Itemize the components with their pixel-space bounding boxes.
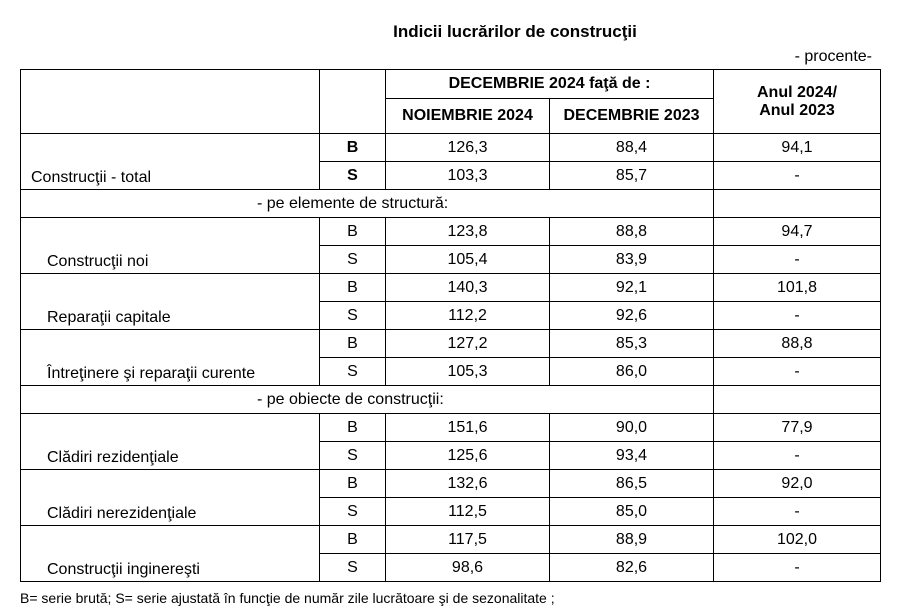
row-label-reparatii-capitale: Reparaţii capitale <box>21 274 320 330</box>
value-cell: 88,9 <box>550 526 714 554</box>
series-cell: B <box>320 526 386 554</box>
row-label-cladiri-rezidentiale: Clădiri rezidenţiale <box>21 414 320 470</box>
series-cell: S <box>320 554 386 582</box>
value-cell: 85,7 <box>550 162 714 190</box>
value-cell: 92,0 <box>714 470 881 498</box>
value-cell: 77,9 <box>714 414 881 442</box>
header-blank-series <box>320 70 386 134</box>
row-label-constructii-ingineresti: Construcţii inginereşti <box>21 526 320 582</box>
row-label-cladiri-nerezidentiale: Clădiri nerezidenţiale <box>21 470 320 526</box>
table-row <box>21 330 881 358</box>
table-row <box>21 274 881 302</box>
value-cell: 103,3 <box>386 162 550 190</box>
value-cell: 83,9 <box>550 246 714 274</box>
header-col-noiembrie: NOIEMBRIE 2024 <box>386 99 550 134</box>
value-cell: 112,5 <box>386 498 550 526</box>
value-cell: - <box>714 498 881 526</box>
series-cell: S <box>320 442 386 470</box>
value-cell: 82,6 <box>550 554 714 582</box>
header-annual-line2: Anul 2023 <box>759 101 835 119</box>
series-cell: B <box>320 330 386 358</box>
series-cell: B <box>320 218 386 246</box>
value-cell: 94,1 <box>714 134 881 162</box>
value-cell: 127,2 <box>386 330 550 358</box>
value-cell: 140,3 <box>386 274 550 302</box>
value-cell: 123,8 <box>386 218 550 246</box>
series-cell: S <box>320 246 386 274</box>
header-blank-label <box>21 70 320 134</box>
value-cell: 117,5 <box>386 526 550 554</box>
series-cell: B <box>320 274 386 302</box>
value-cell: 90,0 <box>550 414 714 442</box>
series-cell: B <box>320 134 386 162</box>
value-cell: - <box>714 442 881 470</box>
row-label-constructii-noi: Construcţii noi <box>21 218 320 274</box>
value-cell: - <box>714 246 881 274</box>
header-annual <box>714 70 881 134</box>
value-cell: 88,8 <box>550 218 714 246</box>
construction-index-table <box>20 69 881 582</box>
row-label-total: Construcţii - total <box>21 134 320 190</box>
value-cell: 88,4 <box>550 134 714 162</box>
value-cell: 151,6 <box>386 414 550 442</box>
footnote: B= serie brută; S= serie ajustată în funcţie de număr zile lucrătoare şi de sezonalitate ; <box>20 590 555 606</box>
value-cell: - <box>714 162 881 190</box>
table-row <box>21 134 881 162</box>
value-cell: - <box>714 554 881 582</box>
series-cell: B <box>320 470 386 498</box>
value-cell: 101,8 <box>714 274 881 302</box>
value-cell: 92,1 <box>550 274 714 302</box>
value-cell: - <box>714 302 881 330</box>
value-cell: 105,4 <box>386 246 550 274</box>
series-cell: S <box>320 498 386 526</box>
series-cell: S <box>320 302 386 330</box>
value-cell: 93,4 <box>550 442 714 470</box>
series-cell: S <box>320 162 386 190</box>
table-row <box>21 218 881 246</box>
value-cell: 105,3 <box>386 358 550 386</box>
value-cell: 85,0 <box>550 498 714 526</box>
section-title-objects: - pe obiecte de construcţii: <box>21 386 714 414</box>
value-cell: 86,5 <box>550 470 714 498</box>
value-cell: 132,6 <box>386 470 550 498</box>
unit-label: - procente- <box>794 48 872 65</box>
series-cell: S <box>320 358 386 386</box>
value-cell: 85,3 <box>550 330 714 358</box>
series-cell: B <box>320 414 386 442</box>
header-col-decembrie: DECEMBRIE 2023 <box>550 99 714 134</box>
value-cell: 125,6 <box>386 442 550 470</box>
value-cell: 112,2 <box>386 302 550 330</box>
value-cell: 102,0 <box>714 526 881 554</box>
table-row <box>21 470 881 498</box>
value-cell: 98,6 <box>386 554 550 582</box>
table-title: Indicii lucrărilor de construcţii <box>393 22 637 41</box>
section-blank <box>714 190 881 218</box>
value-cell: 86,0 <box>550 358 714 386</box>
value-cell: 94,7 <box>714 218 881 246</box>
table-row <box>21 526 881 554</box>
table-row <box>21 414 881 442</box>
header-period-group: DECEMBRIE 2024 faţă de : <box>386 70 714 99</box>
value-cell: 92,6 <box>550 302 714 330</box>
section-blank <box>714 386 881 414</box>
value-cell: 126,3 <box>386 134 550 162</box>
section-title-structure: - pe elemente de structură: <box>21 190 714 218</box>
row-label-intretinere: Întreţinere şi reparaţii curente <box>21 330 320 386</box>
value-cell: - <box>714 358 881 386</box>
header-annual-line1: Anul 2024/ <box>756 83 838 101</box>
value-cell: 88,8 <box>714 330 881 358</box>
